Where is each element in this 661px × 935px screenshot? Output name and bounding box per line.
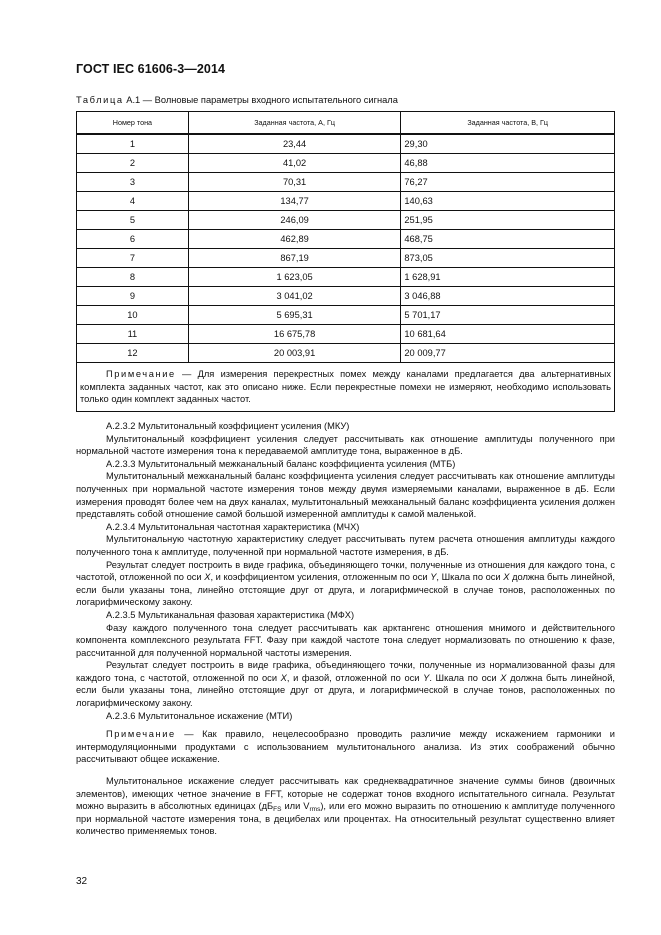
table-row <box>77 134 615 154</box>
tone-number-cell: 11 <box>77 325 189 344</box>
table-row <box>77 325 615 344</box>
column-header-frequency-b: Заданная частота, В, Гц <box>401 112 615 135</box>
tone-number-cell: 2 <box>77 154 189 173</box>
tone-number-cell: 6 <box>77 230 189 249</box>
frequency-b-cell: 5 701,17 <box>401 306 615 325</box>
page-number: 32 <box>76 876 88 887</box>
table-row <box>77 173 615 192</box>
table-note <box>77 363 615 412</box>
subscript-rms: rms <box>309 806 321 814</box>
frequency-b-cell: 468,75 <box>401 230 615 249</box>
axis-y-symbol: Y <box>423 672 430 683</box>
frequency-b-cell: 76,27 <box>401 173 615 192</box>
text-run: Результат следует построить в виде графика, объединяющего точки, полученные из нормализованной фазы для каждого тона, с частотой, отложенной по оси <box>76 660 615 683</box>
table-row <box>77 268 615 287</box>
table-row <box>77 192 615 211</box>
frequency-a-cell: 23,44 <box>188 134 401 154</box>
text-run: ), или его можно выразить по отношению к амплитуде полученного при нормальной частоте измерения тона, в децибелах или процентах. На относительный результат существенно влияет количество применяемых тонов. <box>76 801 615 837</box>
frequency-b-cell: 3 046,88 <box>401 287 615 306</box>
section-heading-mfh: А.2.3.5 Мультиканальная фазовая характеристика (МФХ) <box>106 609 355 620</box>
tone-number-cell: 8 <box>77 268 189 287</box>
frequency-a-cell: 3 041,02 <box>188 287 401 306</box>
frequency-b-cell: 873,05 <box>401 249 615 268</box>
axis-x-symbol: X <box>503 572 510 583</box>
table-row <box>77 249 615 268</box>
text-run: , Шкала по оси <box>436 572 504 583</box>
table-row <box>77 230 615 249</box>
note-label: Примечание <box>106 729 176 740</box>
paragraph-mfh-1: Фазу каждого полученного тона следует рассчитывать как арктангенс отношения мнимого и действительного компонента комплексного результата FFT. Фазу при каждой частоте тона следует нормализовать по отношению к фазе, рассчитанной для полученной нормальной частоты измерения. <box>76 622 615 658</box>
frequency-a-cell: 1 623,05 <box>188 268 401 287</box>
text-run: Мультитональное искажение следует рассчитывать как среднеквадратичное значение суммы бинов (двоичных элементов), имеющих четное значение в FFT, которые не содержат тонов входного испытательного сигнала. Результат можно выразить в абсолютных единицах (дБ <box>76 776 615 812</box>
frequency-b-cell: 1 628,91 <box>401 268 615 287</box>
frequency-b-cell: 20 009,77 <box>401 344 615 363</box>
text-run: должна быть линейной, если были указаны тона, линейно отстоящие друг от друга, и логарифмической в случае тонов, расположенных по логарифмическому закону. <box>76 572 615 608</box>
frequency-b-cell: 251,95 <box>401 211 615 230</box>
text-run: , и коэффициентом усиления, отложенным по оси <box>210 572 431 583</box>
paragraph-mti <box>76 775 615 838</box>
column-header-tone-number: Номер тона <box>77 112 189 135</box>
tone-number-cell: 10 <box>77 306 189 325</box>
frequency-a-cell: 41,02 <box>188 154 401 173</box>
axis-x-symbol: X <box>500 672 507 683</box>
frequency-a-cell: 20 003,91 <box>188 344 401 363</box>
section-heading-mti: А.2.3.6 Мультитональное искажение (МТИ) <box>106 710 293 721</box>
paragraph-mtb: Мультитональный межканальный баланс коэффициента усиления следует рассчитывать как отношение амплитуды полученных при нормальной частоте измерения тонов между двумя измеряемыми каналами, выраженное в дБ. Если измерения проводят более чем на двух каналах, мультитональный межканальный баланс коэффициента усиления должен представлять собой отношение самой большой измеренной амплитуды к самой маленькой. <box>76 471 615 520</box>
frequency-a-cell: 134,77 <box>188 192 401 211</box>
axis-y-symbol: Y <box>430 572 437 583</box>
text-run: или V <box>281 801 310 812</box>
frequency-a-cell: 867,19 <box>188 249 401 268</box>
tone-number-cell: 7 <box>77 249 189 268</box>
table-row <box>77 344 615 363</box>
tone-number-cell: 1 <box>77 134 189 154</box>
tone-number-cell: 12 <box>77 344 189 363</box>
document-header: ГОСТ IEC 61606-3—2014 <box>76 62 226 76</box>
table-caption <box>76 95 398 105</box>
text-run: , и фазой, отложенной по оси <box>286 672 424 683</box>
paragraph-mchh-1: Мультитональную частотную характеристику следует рассчитывать путем расчета отношения амплитуды каждого полученного тона к амплитуде, полученной при нормальной частоте измерения, в дБ. <box>76 534 615 557</box>
frequency-a-cell: 5 695,31 <box>188 306 401 325</box>
table-row <box>77 287 615 306</box>
table-note-row <box>77 363 615 412</box>
section-heading-mku: А.2.3.2 Мультитональный коэффициент усиления (МКУ) <box>106 421 350 431</box>
table-caption-text: А.1 — Волновые параметры входного испытательного сигнала <box>123 95 398 105</box>
section-heading-mtb: А.2.3.3 Мультитональный межканальный баланс коэффициента усиления (МТБ) <box>106 458 456 469</box>
text-run: должна быть линейной, если были указаны тона, линейно отстоящие друг от друга, и логарифмической в случае тонов, расположенных по логарифмическому закону. <box>76 672 615 709</box>
body-text <box>76 420 615 838</box>
axis-x-symbol: X <box>280 672 287 683</box>
frequency-a-cell: 246,09 <box>188 211 401 230</box>
tone-number-cell: 4 <box>77 192 189 211</box>
table-header-row <box>77 112 615 135</box>
table-note-label: Примечание <box>106 369 176 379</box>
note-mti <box>76 728 615 766</box>
tone-number-cell: 5 <box>77 211 189 230</box>
frequency-b-cell: 29,30 <box>401 134 615 154</box>
paragraph-mku: Мультитональный коэффициент усиления следует рассчитывать как отношение амплитуды полученного при нормальной частоте измерения тона к передаваемой амплитуде тона, выраженное в дБ. <box>76 433 615 457</box>
table-caption-label: Таблица <box>76 95 124 105</box>
paragraph-mchh-2 <box>76 559 615 609</box>
section-heading-mchh: А.2.3.4 Мультитональная частотная характеристика (МЧХ) <box>106 521 360 532</box>
frequency-a-cell: 70,31 <box>188 173 401 192</box>
note-text: — Как правило, нецелесообразно проводить различие между искажением гармоники и интермодуляционными продуктами с использованием мультитонального анализа. Из этих соображений обычно рассчитывают общее искажение. <box>76 729 615 765</box>
tone-frequency-table <box>76 111 615 412</box>
frequency-b-cell: 10 681,64 <box>401 325 615 344</box>
frequency-a-cell: 462,89 <box>188 230 401 249</box>
table-row <box>77 306 615 325</box>
column-header-frequency-a: Заданная частота, А, Гц <box>188 112 401 135</box>
table-note-text: — Для измерения перекрестных помех между каналами предлагается два альтернативных комплекта заданных частот, как это описано ниже. Если перекрестные помехи не измеряют, необходимо использовать только один комплект заданных частот. <box>80 369 611 405</box>
axis-x-symbol: X <box>204 572 211 583</box>
frequency-b-cell: 140,63 <box>401 192 615 211</box>
tone-number-cell: 3 <box>77 173 189 192</box>
frequency-a-cell: 16 675,78 <box>188 325 401 344</box>
text-run: Результат следует построить в виде графика, объединяющего точки, полученные из отношения для каждого тона, с частотой, отложенной по оси <box>76 559 615 583</box>
paragraph-mfh-2 <box>76 659 615 709</box>
frequency-b-cell: 46,88 <box>401 154 615 173</box>
table-row <box>77 211 615 230</box>
subscript-fs: FS <box>273 806 282 814</box>
text-run: . Шкала по оси <box>429 672 501 683</box>
tone-number-cell: 9 <box>77 287 189 306</box>
table-row <box>77 154 615 173</box>
